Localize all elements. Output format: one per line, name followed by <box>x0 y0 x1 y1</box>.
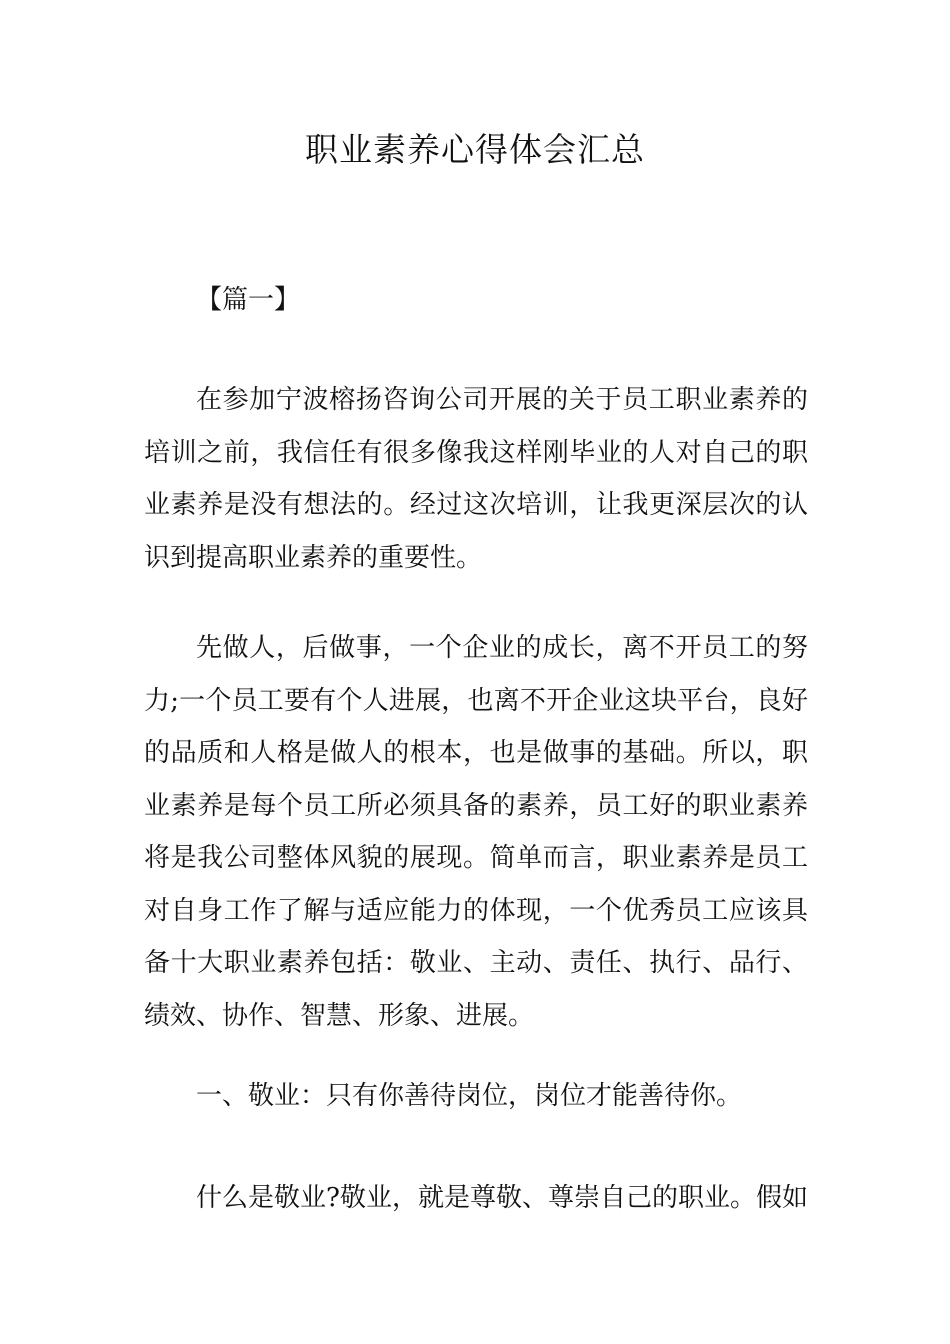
paragraph-dedication-heading: 一、敬业：只有你善待岗位，岗位才能善待你。 <box>196 1081 743 1111</box>
paragraph-professional-qualities: 先做人，后做事，一个企业的成长，离不开员工的努力;一个员工要有个人进展，也离不开企业这块平台，良好的品质和人格是做人的根本，也是做事的基础。所以，职业素养是每个员工所必须具备的素养，员工好的职业素养将是我公司整体风貌的展现。简单而言，职业素养是员工对自身工作了解与适应能力的体现，一个优秀员工应该具备十大职业素养包括：敬业、主动、责任、执行、品行、绩效、协作、智慧、形象、进展。 <box>144 633 808 1031</box>
document-title: 职业素养心得体会汇总 <box>305 130 645 169</box>
paragraph-dedication-definition: 什么是敬业?敬业，就是尊敬、尊崇自己的职业。假如 <box>196 1183 808 1213</box>
paragraph-intro: 在参加宁波榕扬咨询公司开展的关于员工职业素养的培训之前，我信任有很多像我这样刚毕业的人对自己的职业素养是没有想法的。经过这次培训，让我更深层次的认识到提高职业素养的重要性。 <box>144 385 808 573</box>
section-label: 【篇一】 <box>196 285 301 315</box>
